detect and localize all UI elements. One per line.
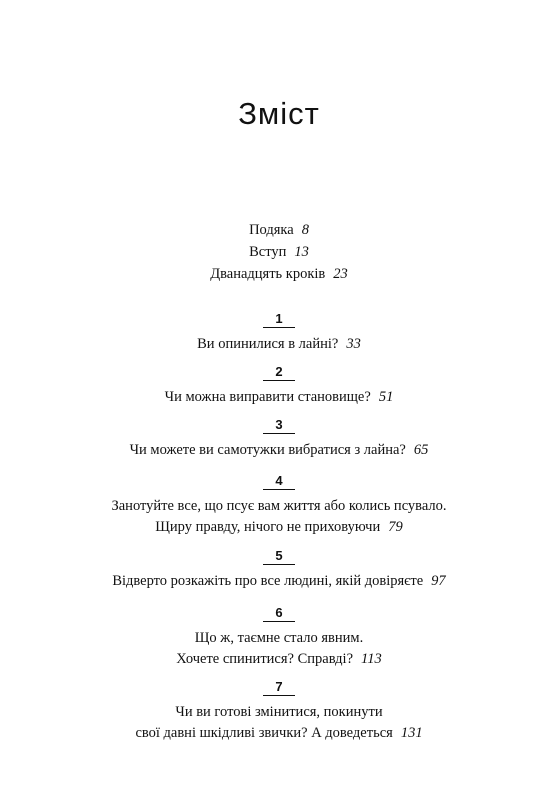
chapter-number: 4	[263, 474, 294, 490]
chapter-entry-1	[0, 310, 558, 355]
chapter-entry-7	[0, 678, 558, 744]
chapter-number: 2	[263, 365, 294, 381]
chapter-number: 7	[263, 680, 294, 696]
toc-entry-introduction	[0, 241, 558, 263]
chapter-title-line: Занотуйте все, що псує вам життя або колись псувало.	[111, 498, 447, 514]
chapter-title-line: свої давні шкідливі звички? А доведеться 131	[135, 725, 423, 741]
chapter-title-line: Чи можете ви самотужки вибратися з лайна? 65	[129, 442, 429, 458]
entry-label: Дванадцять кроків	[210, 266, 326, 282]
chapter-title-line: Відверто розкажіть про все людині, якій довіряєте 97	[112, 573, 446, 589]
entry-label: Подяка	[249, 222, 294, 238]
entry-page-number: 8	[301, 222, 309, 238]
entry-page-number: 97	[431, 573, 446, 589]
entry-page-number: 51	[378, 389, 394, 405]
chapter-title-line: Чи ви готові змінитися, покинути	[175, 704, 383, 720]
chapter-title-line: Що ж, таємне стало явним.	[194, 630, 364, 646]
chapter-number: 1	[263, 312, 294, 328]
chapter-entry-5	[0, 547, 558, 592]
chapter-number: 5	[263, 549, 294, 565]
chapter-entry-6	[0, 604, 558, 670]
chapter-number: 6	[263, 606, 294, 622]
chapter-number: 3	[263, 418, 294, 434]
entry-page-number: 65	[413, 442, 429, 458]
chapter-title-line: Щиру правду, нічого не приховуючи 79	[155, 519, 403, 535]
entry-page-number: 113	[361, 651, 382, 667]
entry-label: Вступ	[249, 244, 287, 260]
entry-page-number: 33	[346, 336, 361, 352]
chapter-entry-2	[0, 363, 558, 408]
chapter-title-line: Хочете спинитися? Справді? 113	[176, 651, 382, 667]
toc-entry-acknowledgements	[0, 219, 558, 241]
chapter-title-line: Чи можна виправити становище? 51	[164, 389, 394, 405]
chapter-entry-4	[0, 472, 558, 538]
entry-page-number: 79	[388, 519, 403, 535]
chapter-title-line: Ви опинилися в лайні? 33	[197, 336, 361, 352]
chapter-entry-3	[0, 416, 558, 461]
page-title: Зміст	[238, 96, 320, 131]
entry-page-number: 13	[294, 244, 309, 260]
front-matter-list	[0, 219, 558, 285]
entry-page-number: 23	[333, 266, 348, 282]
toc-entry-twelve-steps	[0, 263, 558, 285]
entry-page-number: 131	[400, 725, 423, 741]
